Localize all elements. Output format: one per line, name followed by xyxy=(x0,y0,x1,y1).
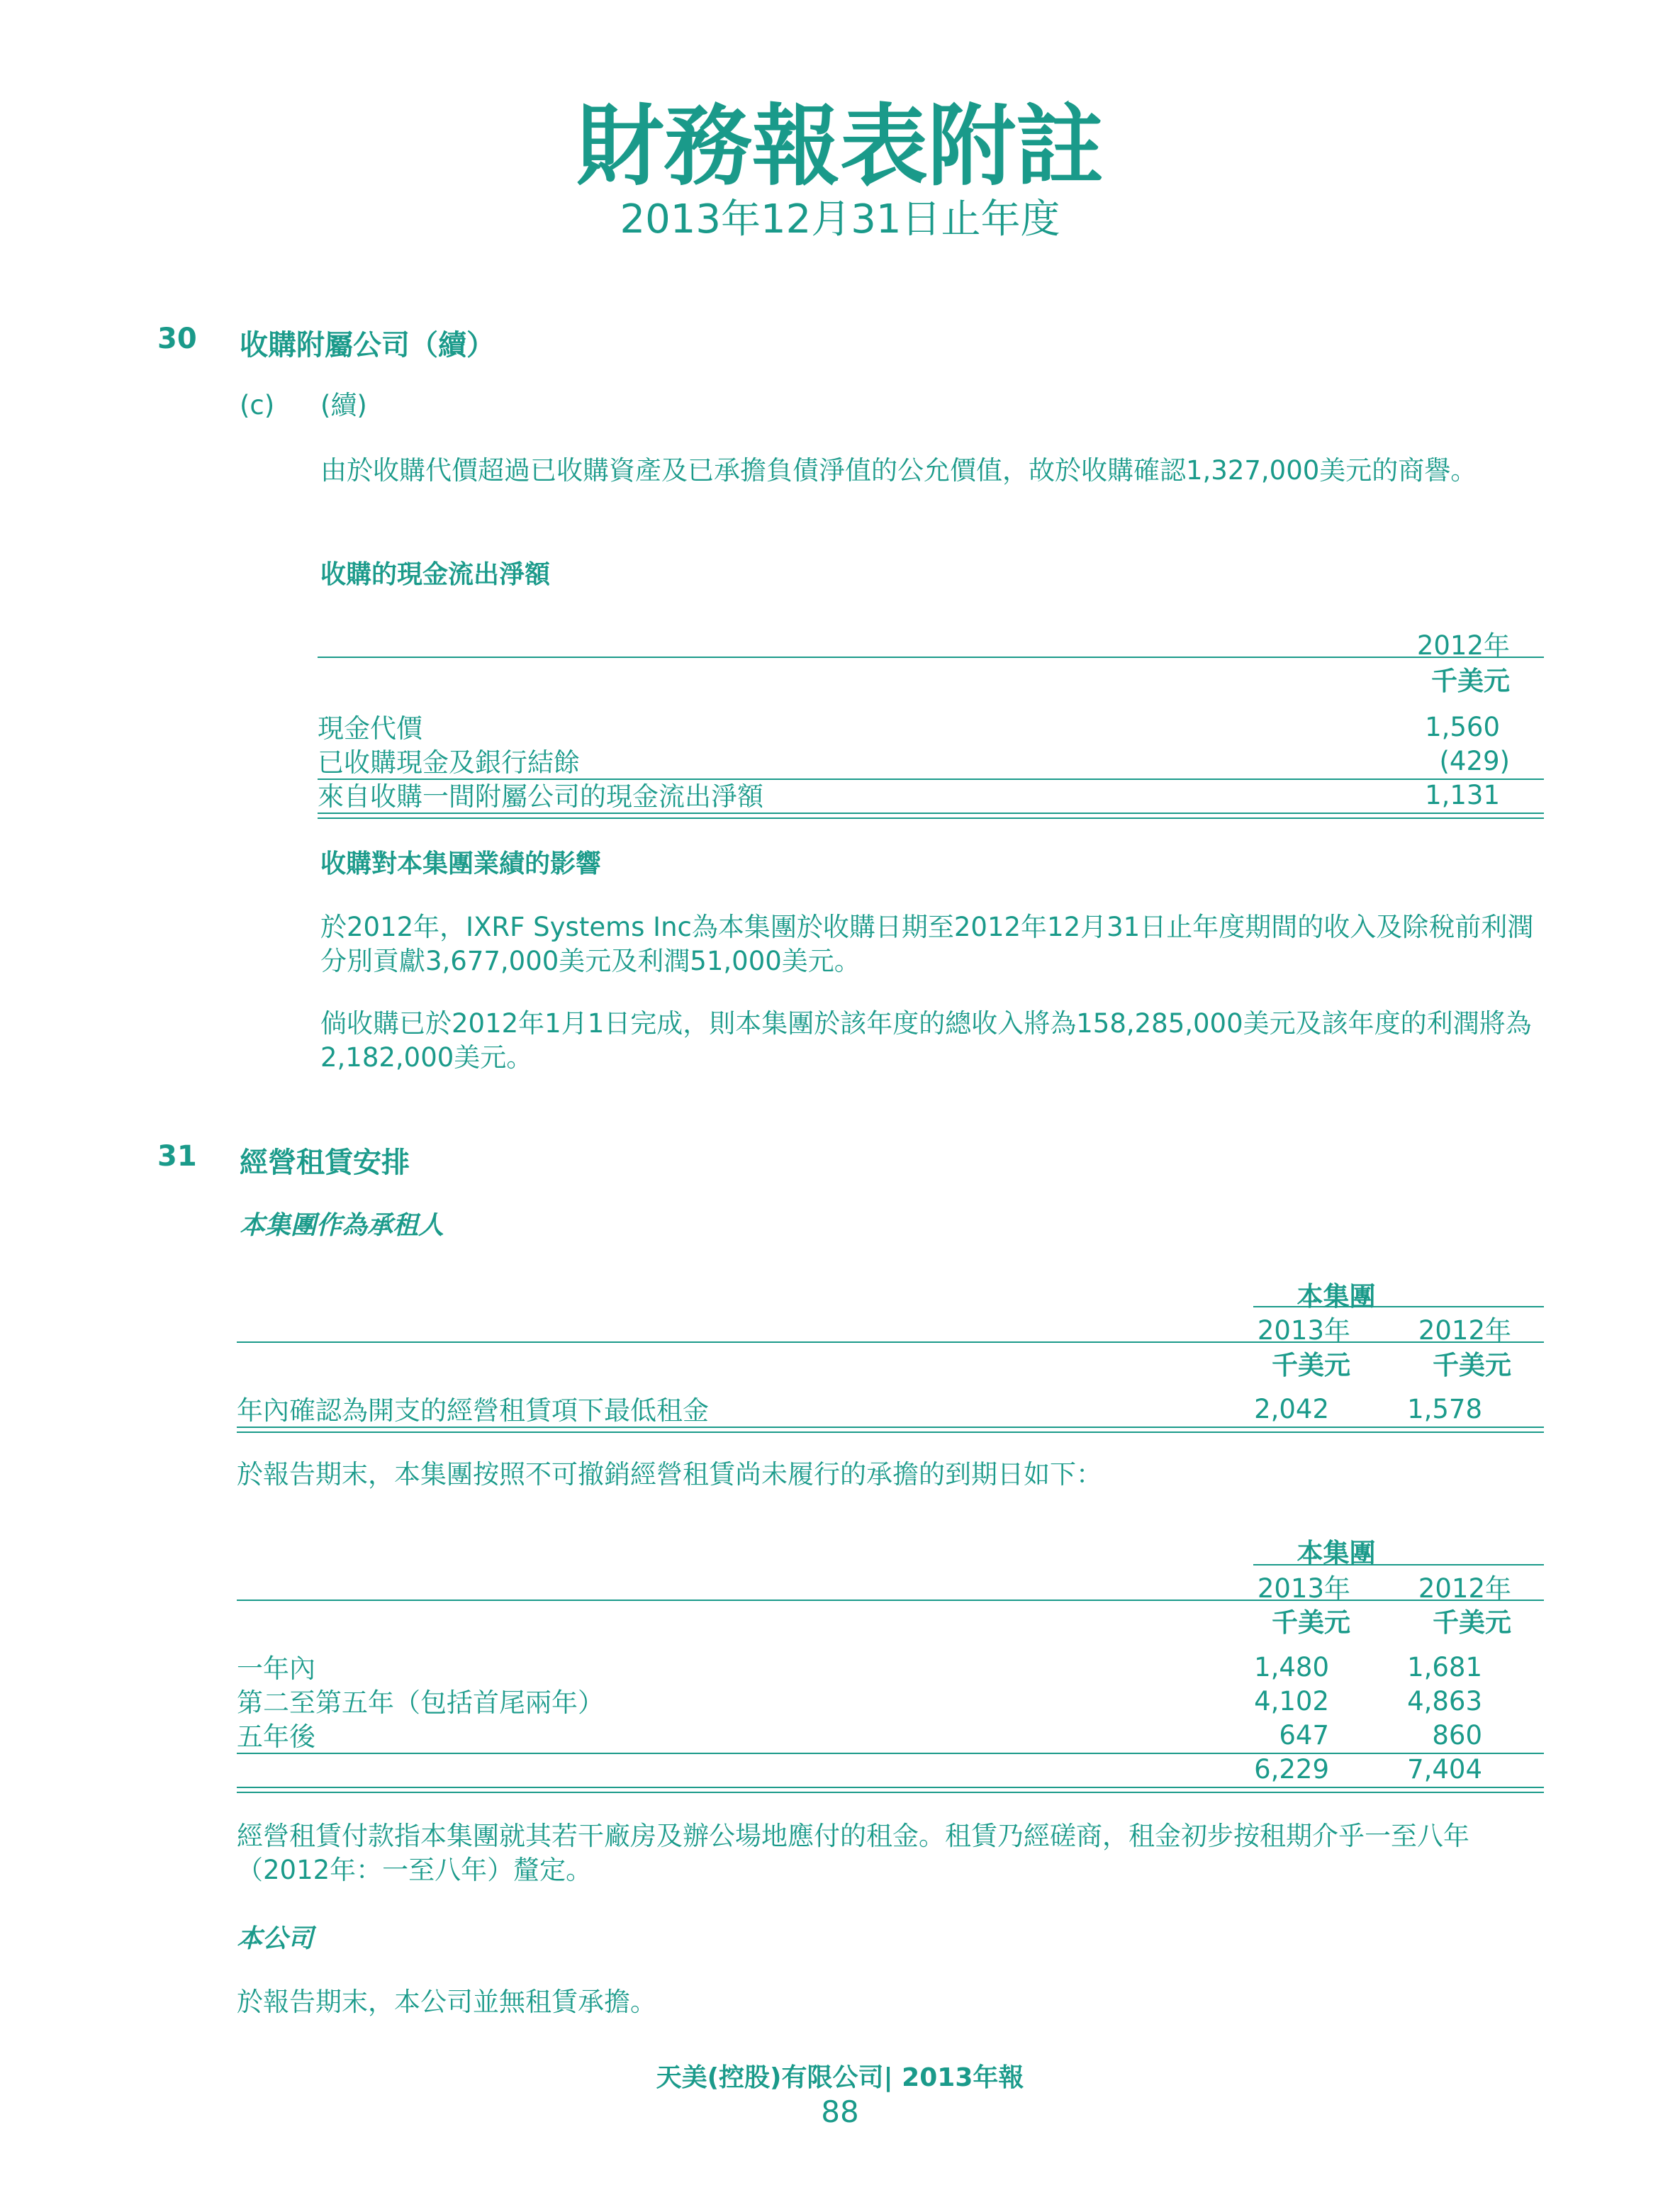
lessee-heading: 本集團作為承租人 xyxy=(240,1211,444,1240)
impact-paragraph: 於2012年，IXRF Systems Inc為本集團於收購日期至2012年12月31日止年度期間的收入及除稅前利潤分別貢獻3,677,000美元及利潤51,000美元。 xyxy=(320,912,1534,976)
lease2-group-rule xyxy=(1253,1564,1544,1565)
lease2-row-2013-2: 647 xyxy=(1279,1720,1329,1751)
footer-company: 天美(控股)有限公司| 2013年報 xyxy=(656,2063,1024,2092)
section-31-title: 經營租賃安排 xyxy=(240,1146,410,1179)
cash-row-label-0: 現金代價 xyxy=(318,713,422,744)
lease1-col2-year: 2012年 xyxy=(1418,1315,1511,1346)
section-30-sub-title: (續) xyxy=(320,390,367,420)
lease2-row-label-0: 一年內 xyxy=(237,1653,315,1684)
lease1-total-rule-1 xyxy=(237,1427,1544,1428)
lease2-row-2012-1: 4,863 xyxy=(1407,1686,1482,1717)
cash-row-label-1: 已收購現金及銀行結餘 xyxy=(318,747,580,778)
cash-col-year: 2012年 xyxy=(1416,630,1510,661)
lease2-row-label-1: 第二至第五年（包括首尾兩年） xyxy=(237,1687,604,1718)
lease2-col2-unit: 千美元 xyxy=(1433,1607,1511,1638)
lease2-group-label: 本集團 xyxy=(1297,1538,1376,1568)
section-30-title: 收購附屬公司（續） xyxy=(240,329,495,362)
lease2-row-2013-0: 1,480 xyxy=(1254,1652,1329,1682)
lease2-total-2013: 6,229 xyxy=(1254,1754,1329,1785)
cash-header-rule xyxy=(318,657,1544,658)
lease1-group-rule xyxy=(1253,1306,1544,1307)
cash-row-value-1: (429) xyxy=(1439,746,1510,776)
lease1-row-2013: 2,042 xyxy=(1254,1394,1329,1424)
cash-total-rule-1 xyxy=(318,813,1544,814)
lease1-col2-unit: 千美元 xyxy=(1433,1350,1511,1380)
lease1-col1-unit: 千美元 xyxy=(1272,1350,1350,1380)
lease2-col1-unit: 千美元 xyxy=(1272,1607,1350,1638)
cash-total-value: 1,131 xyxy=(1425,780,1500,810)
lease2-row-2012-0: 1,681 xyxy=(1407,1652,1482,1682)
cash-total-label: 來自收購一間附屬公司的現金流出淨額 xyxy=(318,781,763,812)
lease2-row-2013-1: 4,102 xyxy=(1254,1686,1329,1717)
page-title: 財務報表附註 xyxy=(576,96,1104,198)
lease2-total-rule-1 xyxy=(237,1787,1544,1788)
commitment-text: 於報告期末，本集團按照不可撤銷經營租賃尚未履行的承擔的到期日如下： xyxy=(237,1459,1102,1490)
section-31-number: 31 xyxy=(157,1140,197,1173)
cash-col-unit: 千美元 xyxy=(1431,666,1510,696)
cash-outflow-heading: 收購的現金流出淨額 xyxy=(320,560,551,589)
goodwill-paragraph: 由於收購代價超過已收購資產及已承擔負債淨值的公允價值，故於收購確認1,327,000美元的商譽。 xyxy=(320,455,1477,486)
section-30-number: 30 xyxy=(157,323,197,355)
lease1-row-2012: 1,578 xyxy=(1407,1394,1482,1424)
lease2-total-2012: 7,404 xyxy=(1407,1754,1482,1785)
lease2-col2-year: 2012年 xyxy=(1418,1573,1511,1604)
lease2-subtotal-rule xyxy=(237,1753,1544,1754)
company-heading: 本公司 xyxy=(237,1924,314,1953)
proforma-paragraph: 倘收購已於2012年1月1日完成，則本集團於該年度的總收入將為158,285,000美元及該年度的利潤將為2,182,000美元。 xyxy=(320,1008,1532,1073)
company-text: 於報告期末，本公司並無租賃承擔。 xyxy=(237,1987,656,2017)
lease1-total-rule-2 xyxy=(237,1431,1544,1433)
lease1-header-rule xyxy=(237,1341,1544,1343)
lease2-col1-year: 2013年 xyxy=(1257,1573,1350,1604)
lease1-row-label: 年內確認為開支的經營租賃項下最低租金 xyxy=(237,1395,709,1426)
section-30-sub-label: (c) xyxy=(240,390,275,420)
lease-note-paragraph: 經營租賃付款指本集團就其若干廠房及辦公場地應付的租金。租賃乃經磋商，租金初步按租期介乎一至八年（2012年：一至八年）釐定。 xyxy=(237,1821,1469,1885)
impact-heading: 收購對本集團業績的影響 xyxy=(320,849,602,878)
page-number: 88 xyxy=(821,2094,859,2129)
lease1-group-label: 本集團 xyxy=(1297,1281,1376,1312)
cash-total-rule-2 xyxy=(318,817,1544,819)
lease2-row-2012-2: 860 xyxy=(1432,1720,1482,1751)
lease1-col1-year: 2013年 xyxy=(1257,1315,1350,1346)
lease2-total-rule-2 xyxy=(237,1792,1544,1793)
page-subtitle: 2013年12月31日止年度 xyxy=(620,196,1060,242)
cash-row-value-0: 1,560 xyxy=(1425,712,1500,742)
lease2-row-label-2: 五年後 xyxy=(237,1721,315,1752)
